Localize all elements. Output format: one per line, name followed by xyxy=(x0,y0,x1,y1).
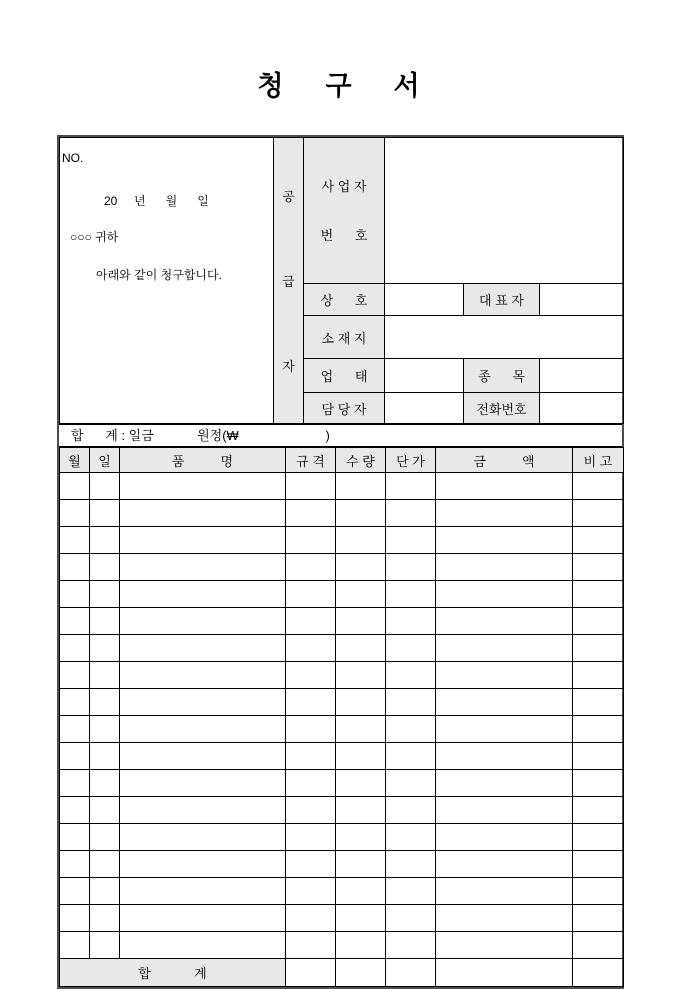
item-cell xyxy=(436,500,573,527)
item-row xyxy=(60,824,624,851)
item-cell xyxy=(90,608,120,635)
item-cell xyxy=(90,662,120,689)
item-row xyxy=(60,635,624,662)
address-value xyxy=(385,316,624,359)
total-amount-line: 합 계 : 일금 원정(₩ ) xyxy=(59,424,622,447)
item-category-value xyxy=(540,359,624,393)
item-cell xyxy=(286,743,336,770)
item-cell xyxy=(336,770,386,797)
item-cell xyxy=(60,554,90,581)
item-cell xyxy=(90,797,120,824)
item-cell xyxy=(386,689,436,716)
item-cell xyxy=(60,851,90,878)
item-row xyxy=(60,851,624,878)
item-cell xyxy=(90,527,120,554)
item-cell xyxy=(120,932,286,959)
col-day: 일 xyxy=(90,448,120,473)
item-cell xyxy=(386,473,436,500)
business-number-label: 사 업 자 번 호 xyxy=(304,138,385,284)
item-cell xyxy=(286,797,336,824)
item-cell xyxy=(336,878,386,905)
item-cell xyxy=(386,878,436,905)
item-row xyxy=(60,608,624,635)
item-cell xyxy=(336,851,386,878)
col-amount: 금 액 xyxy=(436,448,573,473)
item-cell xyxy=(386,932,436,959)
item-cell xyxy=(336,689,386,716)
business-number-value xyxy=(385,138,624,284)
item-cell xyxy=(336,932,386,959)
phone-number-label: 전화번호 xyxy=(464,393,540,424)
item-cell xyxy=(386,824,436,851)
item-row xyxy=(60,878,624,905)
item-cell xyxy=(573,932,624,959)
supplier-char-3: 자 xyxy=(282,359,295,374)
col-quantity: 수 량 xyxy=(336,448,386,473)
item-cell xyxy=(573,743,624,770)
item-cell xyxy=(573,878,624,905)
item-cell xyxy=(120,500,286,527)
item-cell xyxy=(120,797,286,824)
company-name-label: 상 호 xyxy=(304,284,385,316)
item-cell xyxy=(286,608,336,635)
item-cell xyxy=(90,554,120,581)
date-line: 20 년 월 일 xyxy=(104,194,209,208)
item-cell xyxy=(436,608,573,635)
item-cell xyxy=(336,473,386,500)
item-cell xyxy=(60,770,90,797)
item-cell xyxy=(60,824,90,851)
item-cell xyxy=(60,743,90,770)
item-cell xyxy=(90,878,120,905)
item-row xyxy=(60,905,624,932)
item-cell xyxy=(573,635,624,662)
item-cell xyxy=(60,689,90,716)
item-cell xyxy=(286,824,336,851)
item-row xyxy=(60,554,624,581)
items-table-footer xyxy=(60,959,624,987)
item-cell xyxy=(90,473,120,500)
item-cell xyxy=(573,905,624,932)
item-cell xyxy=(573,851,624,878)
item-cell xyxy=(120,716,286,743)
item-cell xyxy=(386,527,436,554)
item-cell xyxy=(90,743,120,770)
total-label-cell: 합 계 xyxy=(60,959,286,987)
company-name-value xyxy=(385,284,464,316)
supplier-vertical-label xyxy=(274,138,304,424)
item-cell xyxy=(120,554,286,581)
item-cell xyxy=(60,635,90,662)
item-cell xyxy=(120,689,286,716)
item-cell xyxy=(436,851,573,878)
item-cell xyxy=(286,662,336,689)
item-cell xyxy=(386,662,436,689)
item-cell xyxy=(286,500,336,527)
item-cell xyxy=(286,932,336,959)
item-cell xyxy=(336,824,386,851)
item-cell xyxy=(286,635,336,662)
col-note: 비 고 xyxy=(573,448,624,473)
item-cell xyxy=(60,500,90,527)
item-cell xyxy=(90,500,120,527)
item-cell xyxy=(90,635,120,662)
item-cell xyxy=(120,878,286,905)
item-cell xyxy=(436,635,573,662)
total-unit-price-cell xyxy=(386,959,436,987)
item-cell xyxy=(436,527,573,554)
items-table-header xyxy=(60,448,624,473)
item-cell xyxy=(336,716,386,743)
item-cell xyxy=(573,689,624,716)
item-cell xyxy=(436,689,573,716)
item-cell xyxy=(286,554,336,581)
item-cell xyxy=(60,527,90,554)
item-cell xyxy=(60,797,90,824)
billing-notice: 아래와 같이 청구합니다. xyxy=(96,268,222,282)
representative-label: 대 표 자 xyxy=(464,284,540,316)
manager-value xyxy=(385,393,464,424)
item-cell xyxy=(60,473,90,500)
item-cell xyxy=(286,689,336,716)
item-cell xyxy=(573,527,624,554)
item-cell xyxy=(436,905,573,932)
billing-info-cell xyxy=(60,138,274,424)
item-cell xyxy=(286,581,336,608)
business-type-label: 업 태 xyxy=(304,359,385,393)
doc-no-label: NO. xyxy=(62,151,84,165)
item-cell xyxy=(386,851,436,878)
total-spec-cell xyxy=(286,959,336,987)
total-row xyxy=(60,959,624,987)
item-cell xyxy=(120,824,286,851)
manager-label: 담 당 자 xyxy=(304,393,385,424)
item-cell xyxy=(336,554,386,581)
total-note-cell xyxy=(573,959,624,987)
recipient-line: ○○○ 귀하 xyxy=(70,230,119,244)
item-cell xyxy=(60,662,90,689)
item-cell xyxy=(573,554,624,581)
item-cell xyxy=(386,500,436,527)
item-cell xyxy=(336,581,386,608)
item-cell xyxy=(573,824,624,851)
item-cell xyxy=(336,905,386,932)
item-cell xyxy=(336,743,386,770)
item-cell xyxy=(436,797,573,824)
item-cell xyxy=(120,635,286,662)
item-cell xyxy=(60,716,90,743)
item-cell xyxy=(120,608,286,635)
item-cell xyxy=(90,905,120,932)
item-cell xyxy=(573,473,624,500)
item-row xyxy=(60,581,624,608)
representative-value xyxy=(540,284,624,316)
col-unit-price: 단 가 xyxy=(386,448,436,473)
item-cell xyxy=(90,770,120,797)
item-cell xyxy=(90,824,120,851)
item-row xyxy=(60,932,624,959)
item-cell xyxy=(286,851,336,878)
item-cell xyxy=(386,554,436,581)
item-cell xyxy=(573,797,624,824)
item-cell xyxy=(436,878,573,905)
item-cell xyxy=(436,770,573,797)
item-cell xyxy=(336,662,386,689)
item-cell xyxy=(90,932,120,959)
item-cell xyxy=(120,851,286,878)
item-cell xyxy=(120,527,286,554)
item-cell xyxy=(436,743,573,770)
item-cell xyxy=(286,770,336,797)
item-row xyxy=(60,500,624,527)
item-cell xyxy=(386,635,436,662)
item-cell xyxy=(573,581,624,608)
item-cell xyxy=(286,527,336,554)
item-cell xyxy=(336,797,386,824)
item-row xyxy=(60,689,624,716)
supplier-char-1: 공 xyxy=(282,189,295,204)
item-cell xyxy=(386,743,436,770)
item-cell xyxy=(120,473,286,500)
business-type-value xyxy=(385,359,464,393)
item-cell xyxy=(386,905,436,932)
item-row xyxy=(60,770,624,797)
item-row xyxy=(60,743,624,770)
item-row xyxy=(60,797,624,824)
item-cell xyxy=(336,635,386,662)
invoice-form xyxy=(57,135,624,989)
item-cell xyxy=(120,905,286,932)
item-cell xyxy=(286,473,336,500)
item-cell xyxy=(386,608,436,635)
item-cell xyxy=(386,716,436,743)
item-cell xyxy=(286,716,336,743)
page-title: 청 구 서 xyxy=(257,71,423,101)
items-table xyxy=(59,447,624,987)
items-table-body xyxy=(60,473,624,959)
item-cell xyxy=(386,797,436,824)
col-item-name: 품 명 xyxy=(120,448,286,473)
item-category-label: 종 목 xyxy=(464,359,540,393)
col-spec: 규 격 xyxy=(286,448,336,473)
item-cell xyxy=(60,932,90,959)
phone-number-value xyxy=(540,393,624,424)
item-cell xyxy=(120,662,286,689)
item-cell xyxy=(436,824,573,851)
item-cell xyxy=(90,689,120,716)
item-cell xyxy=(90,851,120,878)
item-cell xyxy=(286,905,336,932)
item-row xyxy=(60,527,624,554)
item-cell xyxy=(90,716,120,743)
item-cell xyxy=(436,473,573,500)
item-cell xyxy=(573,608,624,635)
item-cell xyxy=(386,770,436,797)
supplier-header-table xyxy=(59,137,624,424)
item-cell xyxy=(90,581,120,608)
item-cell xyxy=(573,770,624,797)
item-cell xyxy=(436,554,573,581)
item-cell xyxy=(120,743,286,770)
item-cell xyxy=(436,581,573,608)
item-row xyxy=(60,662,624,689)
item-cell xyxy=(573,500,624,527)
item-cell xyxy=(336,527,386,554)
item-cell xyxy=(60,608,90,635)
item-cell xyxy=(286,878,336,905)
item-cell xyxy=(386,581,436,608)
item-cell xyxy=(573,662,624,689)
item-cell xyxy=(573,716,624,743)
supplier-char-2: 급 xyxy=(282,274,295,289)
item-cell xyxy=(336,500,386,527)
item-cell xyxy=(60,905,90,932)
col-month: 월 xyxy=(60,448,90,473)
item-cell xyxy=(436,932,573,959)
item-cell xyxy=(120,581,286,608)
total-quantity-cell xyxy=(336,959,386,987)
item-row xyxy=(60,473,624,500)
item-cell xyxy=(60,878,90,905)
item-cell xyxy=(436,662,573,689)
item-row xyxy=(60,716,624,743)
item-cell xyxy=(60,581,90,608)
item-cell xyxy=(120,770,286,797)
item-cell xyxy=(436,716,573,743)
address-label: 소 재 지 xyxy=(304,316,385,359)
item-cell xyxy=(336,608,386,635)
total-amount-cell xyxy=(436,959,573,987)
